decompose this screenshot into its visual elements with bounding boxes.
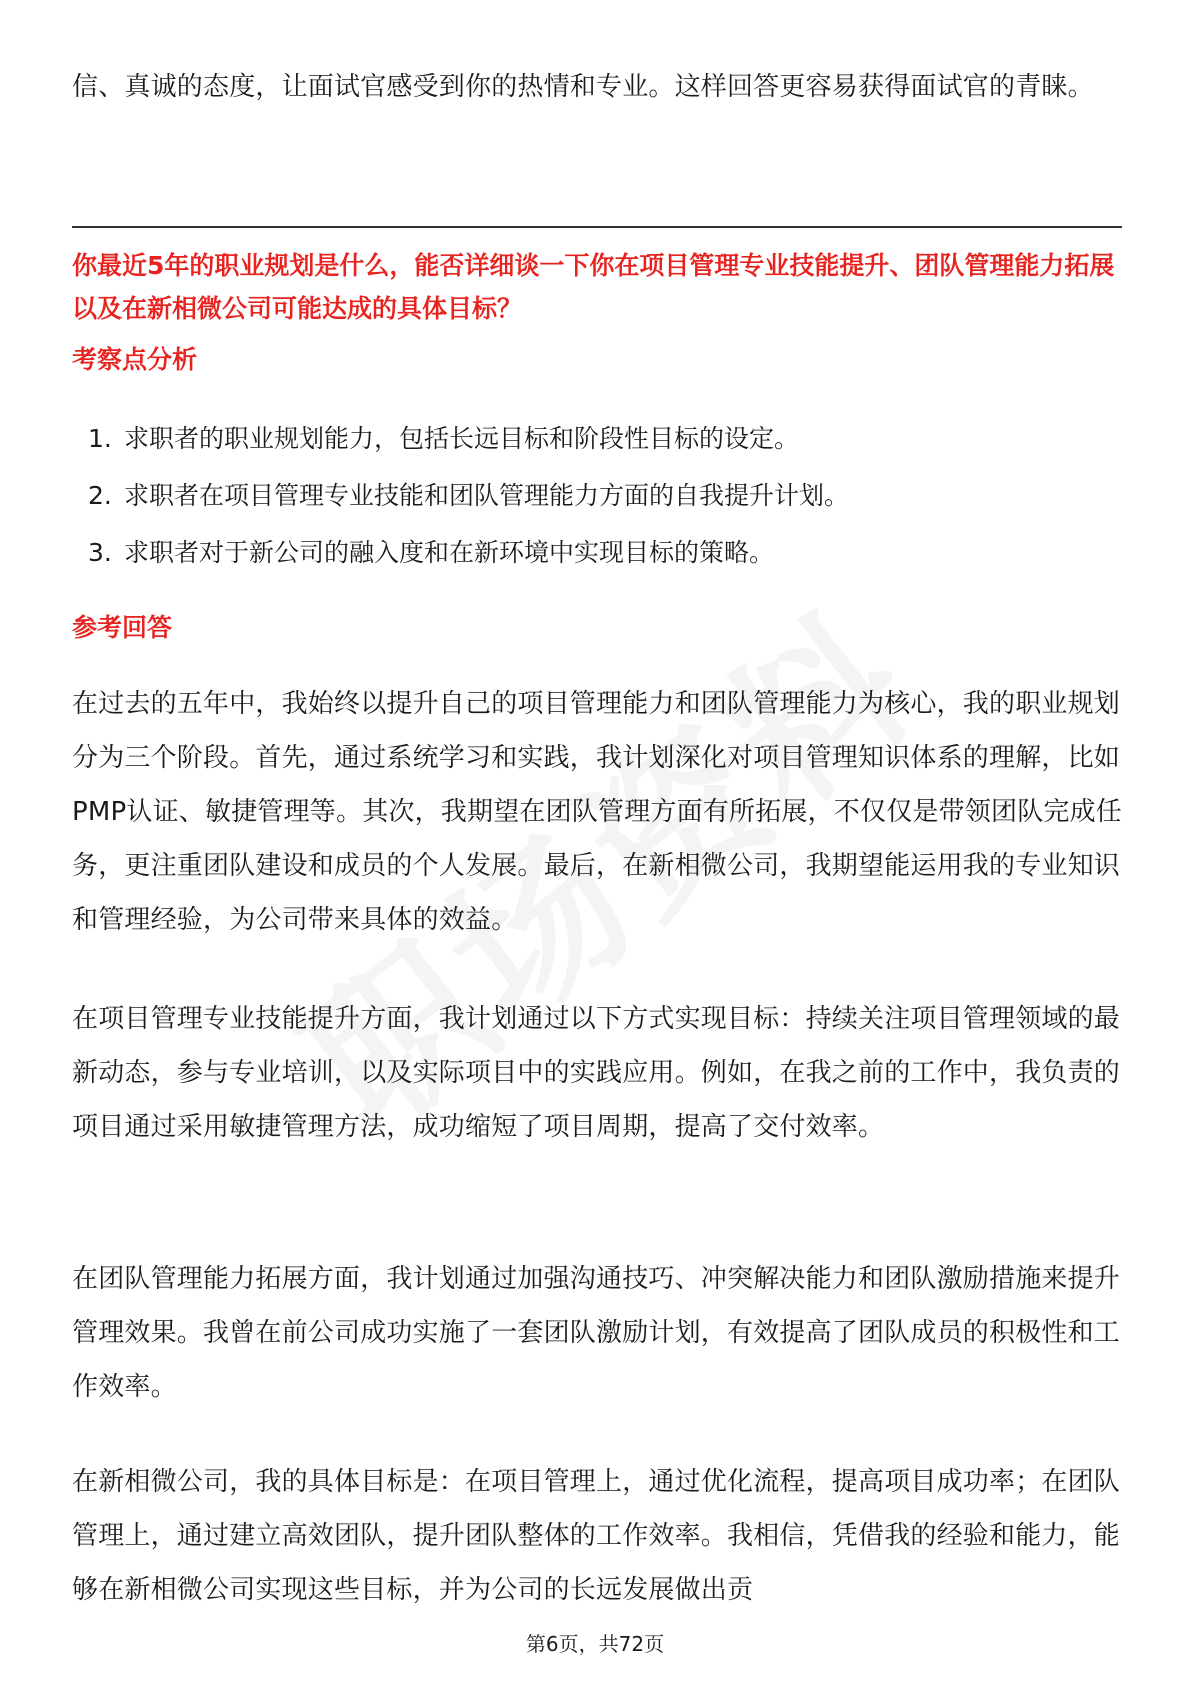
answer-paragraph: 在团队管理能力拓展方面，我计划通过加强沟通技巧、冲突解决能力和团队激励措施来提升管理效果。我曾在前公司成功实施了一套团队激励计划，有效提高了团队成员的积极性和工作效率。 — [72, 1264, 1121, 1402]
analysis-heading: 考察点分析 — [72, 345, 198, 374]
answer-heading: 参考回答 — [72, 613, 173, 642]
answer-paragraph: 在过去的五年中，我始终以提升自己的项目管理能力和团队管理能力为核心，我的职业规划分为三个阶段。首先，通过系统学习和实践，我计划深化对项目管理知识体系的理解，比如PMP认证、敏捷管理等。其次，我期望在团队管理方面有所拓展，不仅仅是带领团队完成任务，更注重团队建设和成员的个人发展。最后，在新相微公司，我期望能运用我的专业知识和管理经验，为公司带来具体的效益。 — [72, 689, 1122, 935]
page-footer: 第6页，共72页 — [525, 1632, 665, 1656]
list-item-text: 求职者的职业规划能力，包括长远目标和阶段性目标的设定。 — [124, 424, 800, 453]
list-item-number: 1. — [88, 424, 112, 453]
list-item — [72, 410, 1122, 467]
list-item-text: 求职者在项目管理专业技能和团队管理能力方面的自我提升计划。 — [124, 481, 850, 510]
answer-paragraph: 在项目管理专业技能提升方面，我计划通过以下方式实现目标：持续关注项目管理领域的最新动态，参与专业培训，以及实际项目中的实践应用。例如，在我之前的工作中，我负责的项目通过采用敏捷管理方法，成功缩短了项目周期，提高了交付效率。 — [72, 1004, 1121, 1142]
answer-paragraph: 在新相微公司，我的具体目标是：在项目管理上，通过优化流程，提高项目成功率；在团队管理上，通过建立高效团队，提升团队整体的工作效率。我相信，凭借我的经验和能力，能够在新相微公司实现这些目标，并为公司的长远发展做出贡 — [72, 1467, 1121, 1605]
list-item-number: 2. — [88, 481, 112, 510]
list-item-number: 3. — [88, 538, 112, 567]
analysis-list — [72, 410, 1122, 581]
list-item — [72, 467, 1122, 524]
list-item-text: 求职者对于新公司的融入度和在新环境中实现目标的策略。 — [124, 538, 775, 567]
list-item — [72, 524, 1122, 581]
section-divider — [72, 226, 1122, 228]
continuation-paragraph: 信、真诚的态度，让面试官感受到你的热情和专业。这样回答更容易获得面试官的青睐。 — [72, 72, 1094, 102]
interview-question: 你最近5年的职业规划是什么，能否详细谈一下你在项目管理专业技能提升、团队管理能力拓展以及在新相微公司可能达成的具体目标？ — [72, 251, 1115, 323]
